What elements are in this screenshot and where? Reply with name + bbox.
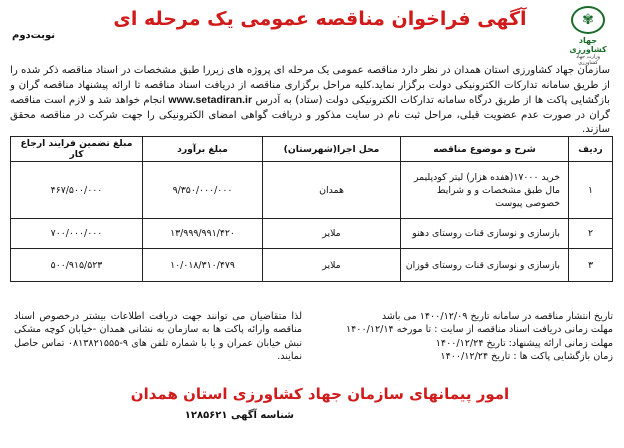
wheat-emblem-icon: ✾ <box>571 6 605 34</box>
bid-deadline: مهلت زمانی ارائه پیشنهاد: تاریخ ۱۴۰۰/۱۲/۲۴ <box>435 337 613 349</box>
row-place: ملایر <box>263 219 401 249</box>
tender-table <box>10 136 613 282</box>
row-number: ۲ <box>569 219 613 249</box>
table-row <box>11 249 613 282</box>
row-place: ملایر <box>263 249 401 282</box>
col-header-guarantee: مبلغ تضمین فرایند ارجاع کار <box>11 137 143 162</box>
col-header-place: محل اجرا(شهرستان) <box>263 137 401 162</box>
turn-label: نوبت‌دوم <box>12 30 56 41</box>
intro-text-1: سازمان جهاد کشاورزی استان همدان در نظر دارد مناقصه عمومی یک مرحله ای پروژه های زیررا طبق مشخصات در اسناد مناقصه ذکر شده را از طریق سامانه تدارکات الکترونیکی دولت برگزار نماید.کلیه مراحل برگزاری مناقصه از دریافت اسناد مناقصه تا ارائه پیشنهاد مناقصه گران و بازگشایی پاکت ها از طریق درگاه سامانه تدارکات الکترونیکی دولت (ستاد) به آدرس <box>10 65 610 107</box>
intro-text-2: انجام خواهد شد و لازم است مناقصه گران در صورت عدم عضویت قبلی، مراحل ثبت نام در سایت مذکور و دریافت گواهی امضای الکترونیکی را جهت شرکت در مناقصه محقق سازند. <box>10 95 610 136</box>
row-number: ۱ <box>569 162 613 219</box>
ad-title: آگهی فراخوان مناقصه عمومی یک مرحله ای <box>113 8 527 30</box>
row-guarantee: ۵۰۰/۹۱۵/۵۲۳ <box>11 249 143 282</box>
publish-date: تاریخ انتشار مناقصه در سامانه تاریخ ۱۴۰۰/۱۲/۰۹ می باشد <box>381 311 613 322</box>
contact-note: لذا متقاضیان می توانند جهت دریافت اطلاعات بیشتر درخصوص اسناد مناقصه وارائه پاکت ها به سازمان به نشانی همدان -خیابان کوچه مشکی نبش خیابان عمران و یا با شماره تلفن های ۹-۰۸۱۳۸۲۱۵۵۵ تماس حاصل نمایند. <box>14 311 303 363</box>
doc-deadline: مهلت زمانی دریافت اسناد مناقصه از سایت : تا مورخه ۱۴۰۰/۱۲/۱۴ <box>345 324 613 336</box>
row-guarantee: ۴۶۷/۵۰۰/۰۰۰ <box>11 162 143 219</box>
row-subject: بازسازی و نوسازی قنات روستای قوزان <box>401 249 569 282</box>
table-header-row <box>11 137 613 162</box>
logo-subtitle: وزارت جهاد کشاورزی <box>575 54 601 66</box>
opening-date: زمان بازگشایی پاکت ها : تاریخ ۱۴۰۰/۱۲/۲۴ <box>440 351 613 363</box>
col-header-row-number: ردیف <box>569 137 613 162</box>
row-estimate: ۱۳/۹۹۹/۹۹۱/۴۲۰ <box>143 219 263 249</box>
ad-id-value: ۱۲۸۵۶۲۱ <box>184 410 228 421</box>
row-place: همدان <box>263 162 401 219</box>
col-header-estimate: مبلغ برآورد <box>143 137 263 162</box>
dates-block <box>301 310 613 364</box>
table-row <box>11 219 613 249</box>
setad-website-link[interactable]: www.setadiran.ir <box>168 94 253 107</box>
issuer-footer: امور پیمانهای سازمان جهاد کشاورزی استان همدان <box>130 385 510 403</box>
table-row <box>11 162 613 219</box>
logo-name: جهاد کشاورزی <box>569 36 607 54</box>
ad-id <box>185 410 294 421</box>
row-subject: خرید ۱۷۰۰۰(هفده هزار) لیتر کودپلیمر مال طبق مشخصات و و شرایط خصوصی پیوست <box>401 162 569 219</box>
ad-id-label: شناسه آگهی <box>230 410 294 421</box>
intro-paragraph <box>10 64 610 138</box>
row-number: ۳ <box>569 249 613 282</box>
row-estimate: ۹/۳۵۰/۰۰۰/۰۰۰ <box>143 162 263 219</box>
row-estimate: ۱۰/۰۱۸/۳۱۰/۴۷۹ <box>143 249 263 282</box>
row-guarantee: ۷۰۰/۰۰۰/۰۰۰ <box>11 219 143 249</box>
col-header-subject: شرح و موضوع مناقصه <box>401 137 569 162</box>
row-subject: بازسازی و نوسازی قنات روستای دهنو <box>401 219 569 249</box>
ministry-logo <box>566 6 610 66</box>
